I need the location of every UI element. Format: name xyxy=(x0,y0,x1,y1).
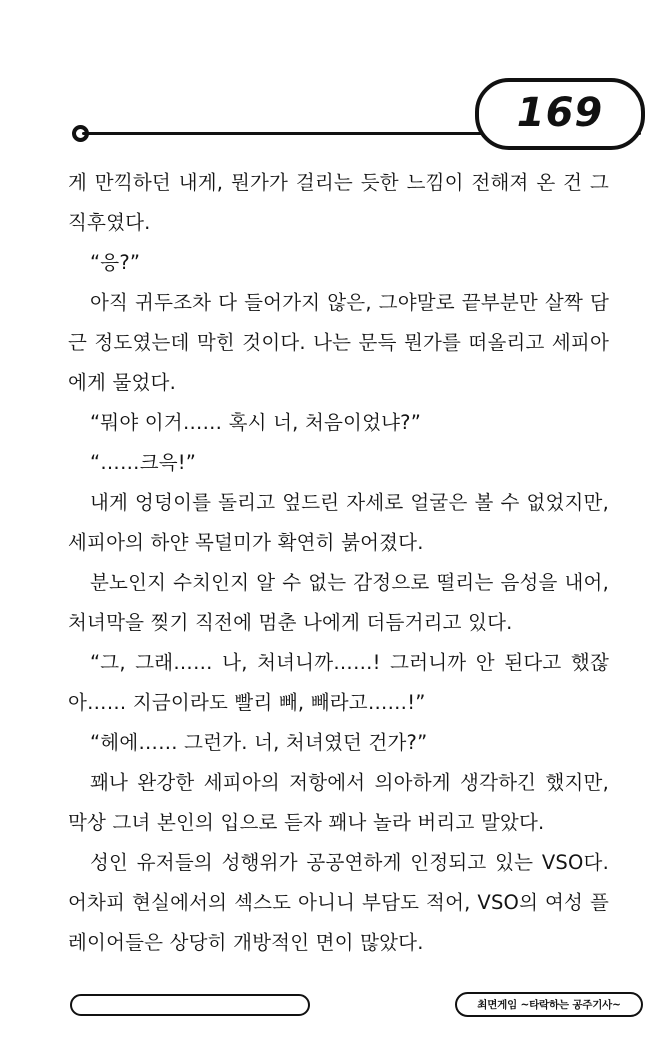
page-footer xyxy=(70,992,643,1018)
paragraph: 성인 유저들의 성행위가 공공연하게 인정되고 있는 VSO다. 어차피 현실에서의 섹스도 아니니 부담도 적어, VSO의 여성 플레이어들은 상당히 개방적인 면이 많았다. xyxy=(68,851,609,954)
page-number-badge xyxy=(475,78,645,150)
page-header xyxy=(0,78,671,148)
footer-decorative-box xyxy=(70,994,310,1016)
paragraph: 분노인지 수치인지 알 수 없는 감정으로 떨리는 음성을 내어, 처녀막을 찢기 직전에 멈춘 나에게 더듬거리고 있다. xyxy=(68,571,609,634)
paragraph: “뭐야 이거…… 혹시 너, 처음이었냐?” xyxy=(90,411,421,434)
paragraph: 아직 귀두조차 다 들어가지 않은, 그야말로 끝부분만 살짝 담근 정도였는데 막힌 것이다. 나는 문득 뭔가를 떠올리고 세피아에게 물었다. xyxy=(68,291,609,394)
page-number: 169 xyxy=(516,90,604,136)
paragraph: “응?” xyxy=(90,251,141,274)
book-title: 최면게임 ~타락하는 공주기사~ xyxy=(477,999,621,1011)
paragraph: “헤에…… 그런가. 너, 처녀였던 건가?” xyxy=(90,731,428,754)
paragraph: 꽤나 완강한 세피아의 저항에서 의아하게 생각하긴 했지만, 막상 그녀 본인의 입으로 듣자 꽤나 놀라 버리고 말았다. xyxy=(68,771,609,834)
book-title-badge xyxy=(455,992,643,1017)
paragraph: 게 만끽하던 내게, 뭔가가 걸리는 듯한 느낌이 전해져 온 건 그 직후였다. xyxy=(68,171,609,234)
paragraph: “그, 그래…… 나, 처녀니까……! 그러니까 안 된다고 했잖아…… 지금이라도 빨리 빼, 빼라고……!” xyxy=(68,651,609,714)
paragraph: “……크윽!” xyxy=(90,451,197,474)
page-body-text xyxy=(68,163,609,963)
paragraph: 내게 엉덩이를 돌리고 엎드린 자세로 얼굴은 볼 수 없었지만, 세피아의 하얀 목덜미가 확연히 붉어졌다. xyxy=(68,491,609,554)
